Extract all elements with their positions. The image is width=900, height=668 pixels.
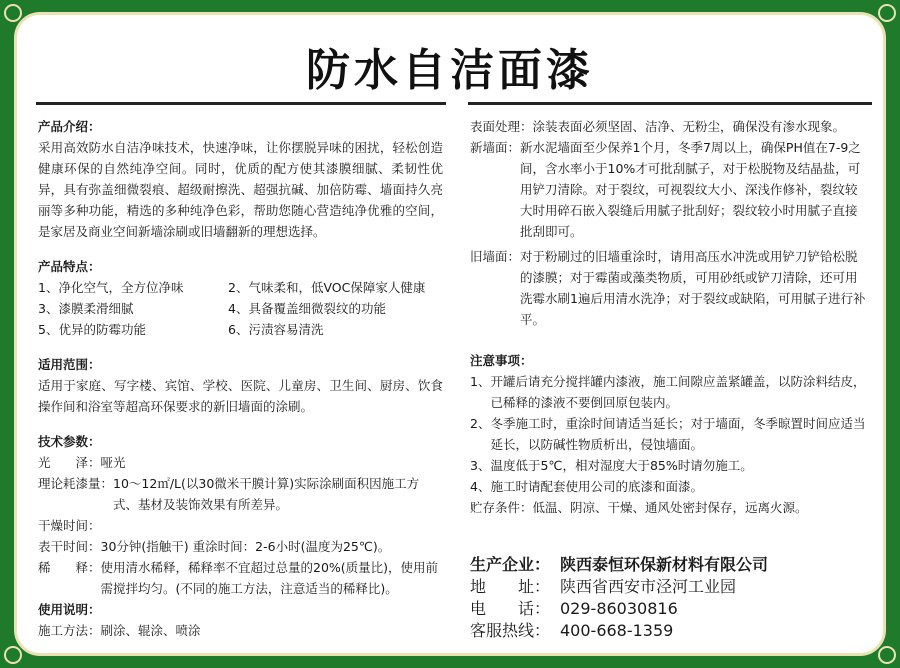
tech-value: 30分钟(指触干) 重涂时间：2-6小时(温度为25℃)。 [100,539,391,554]
surface-key: 表面处理： [470,119,533,134]
tech-key: 干燥时间： [38,518,101,533]
tech-item [38,452,443,473]
usage-heading: 使用说明： [38,602,101,617]
note-number: 3、 [470,458,491,473]
scope-text: 适用于家庭、写字楼、宾馆、学校、医院、儿童房、卫生间、厨房、饮食操作间和浴室等超高环保要求的新旧墙面的涂刷。 [38,378,443,414]
address-key: 地 址： [470,577,551,596]
note-text: 开罐后请充分搅拌罐内漆液，施工间隙应盖紧罐盖，以防涂料结皮，已稀释的漆液不要倒回原包装内。 [490,374,866,410]
storage-value: 低温、阴凉、干燥、通风处密封保存，远离火源。 [532,500,808,515]
tech-key: 稀 释： [38,560,101,575]
hotline-value: 400-668-1359 [560,621,674,640]
scope-heading: 适用范围： [38,357,101,372]
tech-heading: 技术参数： [38,434,101,449]
tech-item [38,536,443,557]
tech-item [38,557,443,599]
usage-item [38,620,443,641]
phone-row [470,598,870,620]
usage-key: 施工方法： [38,623,101,638]
surface-item [470,246,870,330]
note-number: 2、 [470,416,491,431]
phone-key: 电 话： [470,599,551,618]
feature-item: 4、具备覆盖细微裂纹的功能 [228,301,386,316]
surface-key: 旧墙面： [470,249,521,264]
feature-item: 1、净化空气，全方位净味 [38,280,184,295]
note-text: 温度低于5℃，相对湿度大于85%时请勿施工。 [490,458,753,473]
features-heading: 产品特点： [38,259,101,274]
phone-value: 029-86030816 [560,599,678,618]
note-item [470,413,870,455]
feature-row [38,319,443,340]
corner-ornament [4,4,22,22]
corner-ornament [878,4,896,22]
note-text: 施工时请配套使用公司的底漆和面漆。 [490,479,703,494]
maker-row [470,554,870,576]
note-number: 4、 [470,479,491,494]
intro-text: 采用高效防水自洁净味技术，快速净味，让你摆脱异味的困扰，轻松创造健康环保的自然纯净空间。同时，优质的配方使其漆膜细腻、柔韧性优异，具有弥盖细微裂痕、超级耐擦洗、超强抗碱、加倍防霉、墙面持久亮丽等多种功能，精选的多种纯净色彩，帮助您随心营造纯净优雅的空间，是家居及商业空间新墙涂刷或旧墙翻新的理想选择。 [38,140,443,239]
intro-heading: 产品介绍： [38,119,101,134]
note-item [470,371,870,413]
storage-key: 贮存条件： [470,500,533,515]
left-column [38,116,443,641]
note-item [470,455,870,476]
tech-key: 表干时间： [38,539,101,554]
tech-value [101,515,443,536]
surface-value: 对于粉刷过的旧墙重涂时，请用高压水冲洗或用铲刀铲铪松脱的漆膜；对于霉菌或藻类物质，可用砂纸或铲刀清除，还可用洗霉水刷1遍后用清水洗净；对于裂纹或缺陷，可用腻子进行补平。 [520,249,866,327]
note-number: 1、 [470,374,491,389]
feature-row [38,277,443,298]
surface-item [470,137,870,242]
title-rule-left [36,102,446,105]
notes-heading: 注意事项： [470,353,533,368]
storage-item [470,497,870,518]
surface-item [470,116,870,137]
maker-value: 陕西泰恒环保新材料有限公司 [560,555,769,574]
tech-item [38,515,443,536]
feature-item: 3、漆膜柔滑细腻 [38,301,134,316]
hotline-key: 客服热线： [470,621,551,640]
tech-item [38,473,443,515]
address-row [470,576,870,598]
note-text: 冬季施工时，重涂时间请适当延长；对于墙面，冬季晾置时间应适当延长，以防碱性物质析出，侵蚀墙面。 [490,416,866,452]
hotline-row [470,620,870,642]
surface-value: 新水泥墙面至少保养1个月，冬季7周以上，确保PH值在7-9之间，含水率小于10%才可批刮腻子，对于松脱物及结晶盐，可用铲刀清除。对于裂纹，可视裂纹大小、深浅作修补，裂纹较大时用碎石嵌入裂缝后用腻子批刮好；裂纹较小时用腻子直接批刮即可。 [520,140,861,239]
feature-item: 6、污渍容易清洗 [228,322,324,337]
surface-key: 新墙面： [470,140,521,155]
tech-value: 哑光 [100,455,126,470]
right-column [470,116,870,518]
corner-ornament [4,646,22,664]
tech-key: 理论耗漆量： [38,476,114,491]
feature-item: 2、气味柔和，低VOC保障家人健康 [228,280,426,295]
feature-item: 5、优异的防霉功能 [38,322,146,337]
usage-value: 刷涂、辊涂、喷涂 [100,623,201,638]
feature-row [38,298,443,319]
address-value: 陕西省西安市泾河工业园 [560,577,737,596]
company-info [470,554,870,642]
maker-key: 生产企业： [470,555,551,574]
surface-value: 涂装表面必须坚固、洁净、无粉尘，确保没有渗水现象。 [532,119,846,134]
tech-key: 光 泽： [38,455,101,470]
tech-value: 使用清水稀释，稀释率不宜超过总量的20%(质量比)，使用前需搅拌均匀。(不同的施工方法，注意适当的稀释比)。 [100,560,439,596]
note-item [470,476,870,497]
corner-ornament [878,646,896,664]
page-title: 防水自洁面漆 [306,45,594,96]
title-rule-right [468,102,872,105]
tech-value: 10～12㎡/L(以30微米干膜计算)实际涂刷面积因施工方式、基材及装饰效果有所差异。 [113,476,420,512]
